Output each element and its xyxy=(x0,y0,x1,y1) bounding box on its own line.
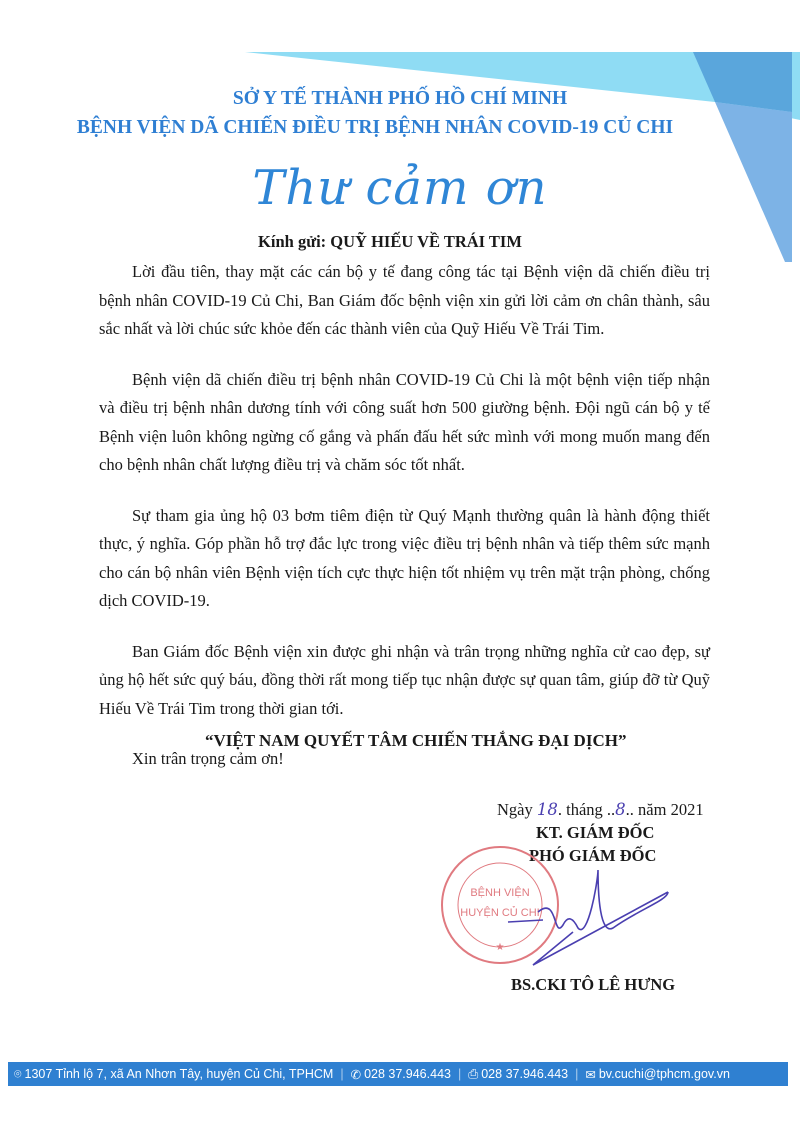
phone-icon: ✆ xyxy=(350,1067,362,1082)
signer-title-1: KT. GIÁM ĐỐC xyxy=(536,823,655,842)
signer-name: BS.CKI TÔ LÊ HƯNG xyxy=(511,975,676,994)
date-mid: . tháng .. xyxy=(557,800,616,819)
footer-address: 1307 Tỉnh lộ 7, xã An Nhơn Tây, huyện Củ Chi, TPHCM xyxy=(24,1067,334,1081)
paragraph: Bệnh viện dã chiến điều trị bệnh nhân COVID-19 Củ Chi là một bệnh viện tiếp nhận và điều trị bệnh nhân dương tính với công suất hơn 500 giường bệnh. Đội ngũ cán bộ y tế Bệnh viện luôn không ngừng cố gắng và phấn đấu hết sức mình với mong muốn mang đến cho bệnh nhân chất lượng điều trị và chăm sóc tốt nhất. xyxy=(99,369,710,474)
closing: Xin trân trọng cảm ơn! xyxy=(132,749,284,768)
paragraph: Ban Giám đốc Bệnh viện xin được ghi nhận và trân trọng những nghĩa cử cao đẹp, sự ủng hộ hết sức quý báu, đồng thời rất mong tiếp tục nhận được sự quan tâm, giúp đỡ từ Quỹ Hiếu Về Trái Tim trong thời gian tới. xyxy=(99,641,710,718)
stamp-text: HUYỆN CỦ CHI xyxy=(460,907,540,919)
email-icon: ✉ xyxy=(585,1067,596,1082)
date-month: 8 xyxy=(615,800,626,819)
location-pin-icon: ⌾ xyxy=(14,1066,22,1081)
hospital-heading: BỆNH VIỆN DÃ CHIẾN ĐIỀU TRỊ BỆNH NHÂN COVID-19 CỦ CHI xyxy=(76,117,674,138)
date-suffix: .. năm 2021 xyxy=(625,800,704,819)
slogan: “VIỆT NAM QUYẾT TÂM CHIẾN THẮNG ĐẠI DỊCH” xyxy=(205,731,627,750)
stamp-text: BỆNH VIỆN xyxy=(470,887,530,899)
date-prefix: Ngày xyxy=(497,800,537,819)
footer-fax: 028 37.946.443 xyxy=(481,1067,569,1081)
letter-body xyxy=(99,258,710,796)
footer-email[interactable]: bv.cuchi@tphcm.gov.vn xyxy=(598,1067,730,1081)
letter-title: Thư cảm ơn xyxy=(252,160,548,216)
date-day: 18 xyxy=(536,800,558,819)
paragraph: Sự tham gia ủng hộ 03 bơm tiêm điện từ Quý Mạnh thường quân là hành động thiết thực, ý nghĩa. Góp phần hỗ trợ đắc lực trong việc điều trị bệnh nhân và tiếp thêm sức mạnh cho cán bộ nhân viên Bệnh viện tích cực thực hiện tốt nhiệm vụ trên mặt trận phòng, chống dịch COVID-19. xyxy=(99,505,710,610)
svg-text:★: ★ xyxy=(495,942,505,953)
divider: | xyxy=(457,1067,462,1081)
greeting: Kính gửi: QUỸ HIẾU VỀ TRÁI TIM xyxy=(258,232,522,251)
department-heading: SỞ Y TẾ THÀNH PHỐ HỒ CHÍ MINH xyxy=(232,88,568,109)
official-stamp xyxy=(438,840,698,980)
fax-printer-icon: ⎙ xyxy=(468,1066,479,1081)
paragraph: Lời đầu tiên, thay mặt các cán bộ y tế đang công tác tại Bệnh viện dã chiến điều trị bệnh nhân COVID-19 Củ Chi, Ban Giám đốc bệnh viện xin gửi lời cảm ơn chân thành, sâu sắc nhất và lời chúc sức khỏe đến các thành viên của Quỹ Hiếu Về Trái Tim. xyxy=(99,262,710,338)
divider: | xyxy=(575,1067,579,1081)
divider: | xyxy=(340,1067,344,1081)
date-line xyxy=(497,800,704,820)
footer-contact-bar xyxy=(8,1062,788,1086)
signer-title-2: PHÓ GIÁM ĐỐC xyxy=(529,846,657,865)
footer-phone: 028 37.946.443 xyxy=(364,1067,451,1081)
